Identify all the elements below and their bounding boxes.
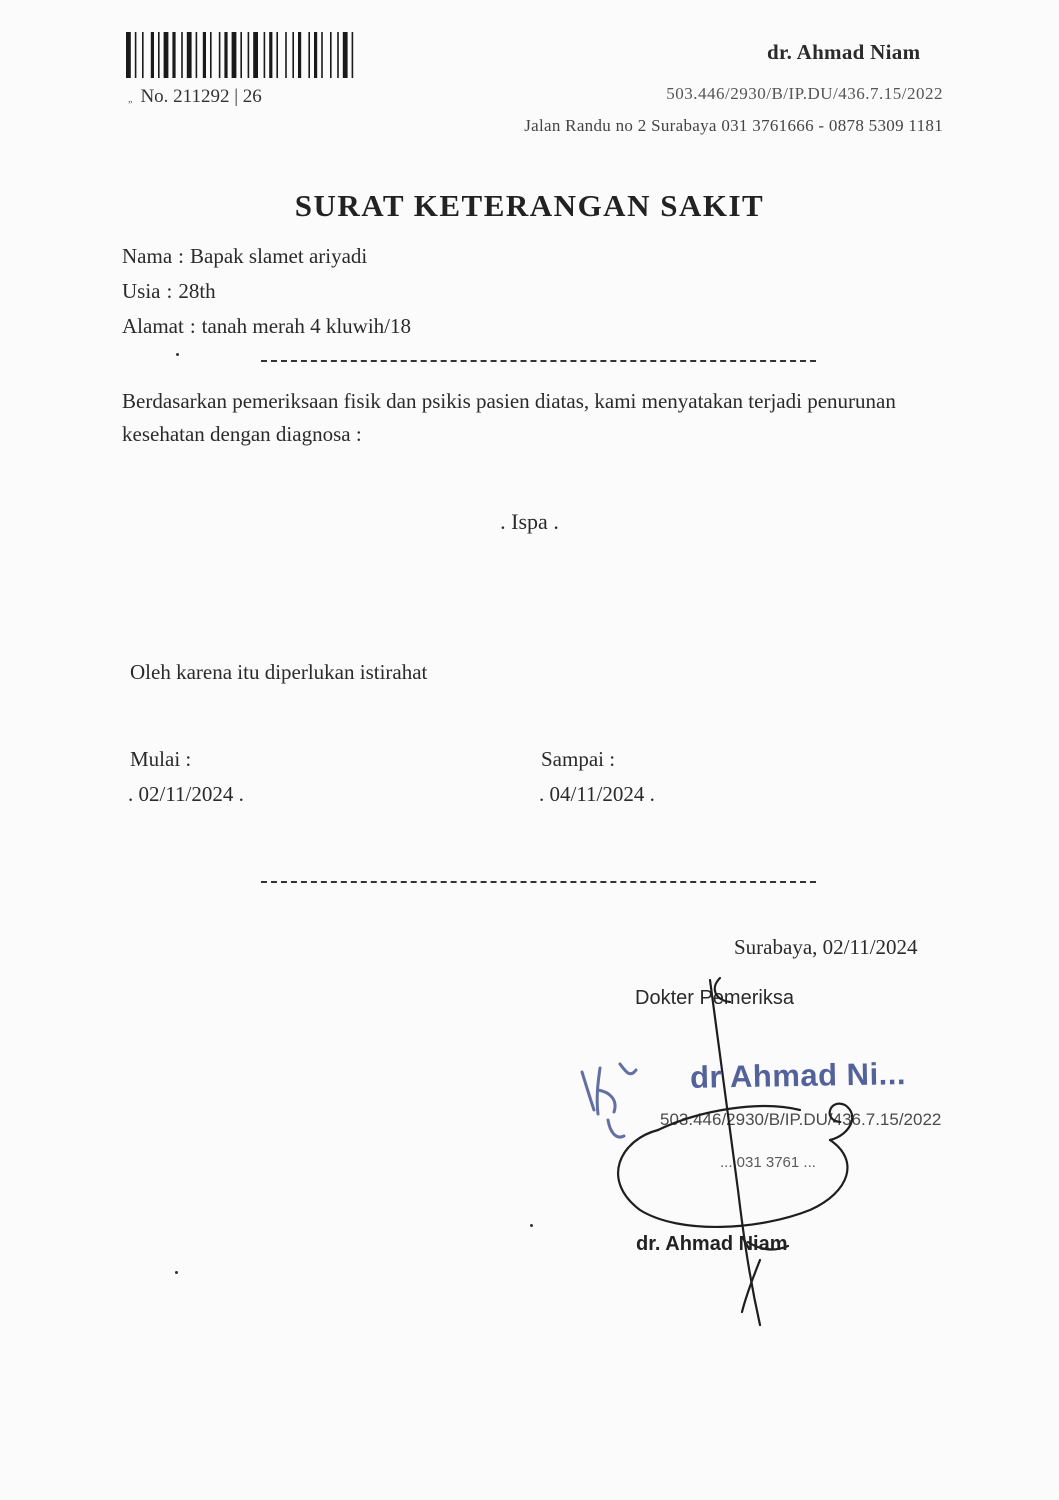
barcode-bar [181,32,183,78]
dashed-divider-top [261,360,816,362]
start-date: . 02/11/2024 . [128,782,244,806]
barcode-bar [352,32,354,78]
barcode-bar [264,32,266,78]
document-title: SURAT KETERANGAN SAKIT [294,188,765,223]
ink-speck [530,1224,533,1227]
handwritten-signature [560,960,990,1340]
barcode [126,32,446,78]
barcode-bar [330,32,332,78]
ink-speck [176,353,179,356]
barcode-bar [321,32,323,78]
address-label: Alamat [122,314,184,338]
document-number [128,86,262,108]
barcode-bar [224,32,227,78]
barcode-bar [285,32,287,78]
patient-name-row: Nama : Bapak slamet ariyadi [122,244,368,268]
place-and-date: Surabaya, 02/11/2024 [734,935,918,959]
barcode-bar [203,32,206,78]
barcode-bar [253,32,258,78]
barcode-bar [276,32,278,78]
stamp-phone: ... 031 3761 ... [720,1154,816,1171]
name-value: Bapak slamet ariyadi [190,244,368,268]
end-date: . 04/11/2024 . [539,782,655,806]
barcode-bar [172,32,175,78]
age-value: 28th [178,279,216,303]
doctor-name-header: dr. Ahmad Niam [767,40,921,64]
doc-number-value: No. 211292 | 26 [140,86,262,107]
barcode-bar [248,32,250,78]
barcode-bar [269,32,272,78]
age-label: Usia [122,279,161,303]
barcode-bar [343,32,348,78]
diagnosis: . Ispa . [500,509,559,534]
address-value: tanah merah 4 kluwih/18 [201,314,412,338]
barcode-bar [142,32,144,78]
start-label: Mulai : [130,747,192,771]
barcode-bar [164,32,169,78]
license-number: 503.446/2930/B/IP.DU/436.7.15/2022 [666,84,943,103]
barcode-bar [135,32,137,78]
barcode-bar [292,32,294,78]
patient-age-row: Usia : 28th [122,279,216,303]
statement-paragraph: Berdasarkan pemeriksaan fisik dan psikis pasien diatas, kami menyatakan terjadi penurunan kesehatan dengan diagnosa : [122,389,896,446]
name-label: Nama [122,244,173,268]
barcode-bar [151,32,154,78]
doc-number-prefix: „ [128,94,133,105]
barcode-bar [187,32,192,78]
stamp-doctor-name: dr Ahmad Ni... [689,1056,907,1095]
end-label: Sampai : [541,747,616,771]
barcode-bar [314,32,317,78]
rest-note: Oleh karena itu diperlukan istirahat [130,660,428,684]
barcode-bar [298,32,301,78]
barcode-bar [219,32,221,78]
signatory-name: dr. Ahmad Niam [636,1233,788,1255]
examining-doctor-label: Dokter Pemeriksa [635,987,794,1009]
clinic-address: Jalan Randu no 2 Surabaya 031 3761666 - 0878 5309 1181 [524,116,943,135]
patient-address-row: Alamat : tanah merah 4 kluwih/18 [122,314,412,338]
barcode-bar [210,32,212,78]
barcode-bar [232,32,237,78]
ink-speck [175,1271,178,1274]
barcode-bar [337,32,339,78]
barcode-bar [126,32,131,78]
stamp-license: 503.446/2930/B/IP.DU/436.7.15/2022 [660,1110,942,1129]
barcode-bar [196,32,198,78]
dashed-divider-bottom [261,881,816,883]
barcode-bar [240,32,242,78]
barcode-bar [158,32,160,78]
barcode-bar [308,32,310,78]
